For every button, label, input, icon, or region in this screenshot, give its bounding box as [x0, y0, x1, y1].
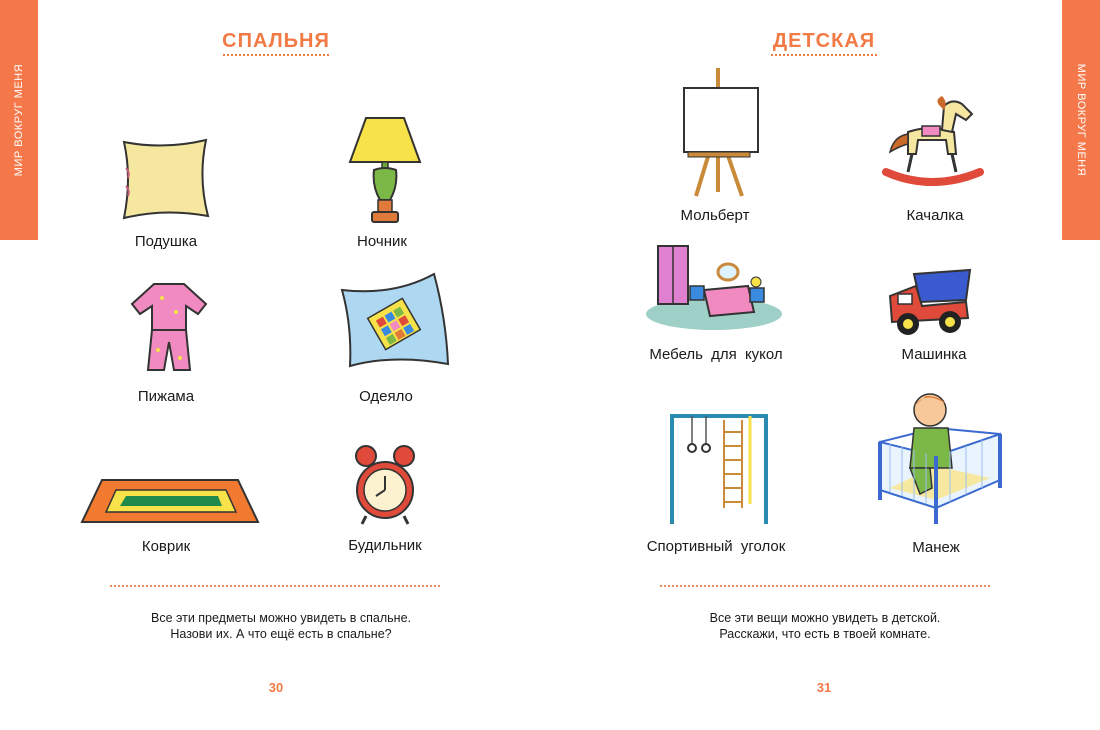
pajamas-icon	[128, 280, 210, 372]
page-heading: ДЕТСКАЯ	[772, 30, 876, 52]
divider	[110, 585, 440, 587]
item-label-blanket: Одеяло	[359, 388, 413, 405]
caption-line-2: Расскажи, что есть в твоей комнате.	[719, 627, 931, 641]
side-tab-label: МИР ВОКРУГ МЕНЯ	[13, 63, 25, 177]
page-caption	[151, 610, 411, 642]
heading-underline	[771, 54, 877, 56]
caption-line-1: Все эти предметы можно увидеть в спальне.	[150, 611, 412, 625]
lamp-icon	[348, 114, 422, 226]
doll-furniture-icon	[644, 242, 784, 332]
page-heading: СПАЛЬНЯ	[222, 30, 330, 52]
item-label-rug: Коврик	[141, 538, 191, 555]
rocking-horse-icon	[882, 92, 984, 192]
blanket-icon	[338, 272, 450, 368]
side-tab	[1062, 0, 1100, 240]
side-tab	[0, 0, 38, 240]
item-label-rocking-horse: Качалка	[906, 207, 964, 224]
toy-truck-icon	[886, 266, 972, 338]
easel-icon	[680, 66, 760, 198]
item-label-doll-furniture: Мебель для кукол	[649, 346, 783, 363]
gym-corner-icon	[666, 408, 772, 526]
item-label-easel: Мольберт	[680, 207, 750, 224]
playpen-icon	[870, 384, 1006, 526]
pillow-icon	[118, 138, 212, 220]
divider	[660, 585, 990, 587]
page-caption	[710, 610, 941, 642]
item-label-alarm-clock: Будильник	[348, 537, 422, 554]
item-label-pajamas: Пижама	[137, 388, 195, 405]
item-label-playpen: Манеж	[912, 539, 960, 556]
item-label-gym-corner: Спортивный уголок	[646, 538, 786, 555]
item-label-lamp: Ночник	[357, 233, 407, 250]
rug-icon	[80, 476, 260, 526]
caption-line-2: Назови их. А что ещё есть в спальне?	[170, 627, 392, 641]
heading-underline	[223, 54, 329, 56]
page-number: 31	[816, 680, 832, 695]
right-page	[550, 0, 1100, 730]
caption-line-1: Все эти вещи можно увидеть в детской.	[709, 611, 941, 625]
page-number: 30	[268, 680, 284, 695]
alarm-clock-icon	[352, 444, 418, 526]
item-label-pillow: Подушка	[134, 233, 198, 250]
item-label-toy-truck: Машинка	[901, 346, 967, 363]
side-tab-label: МИР ВОКРУГ МЕНЯ	[1075, 63, 1087, 177]
